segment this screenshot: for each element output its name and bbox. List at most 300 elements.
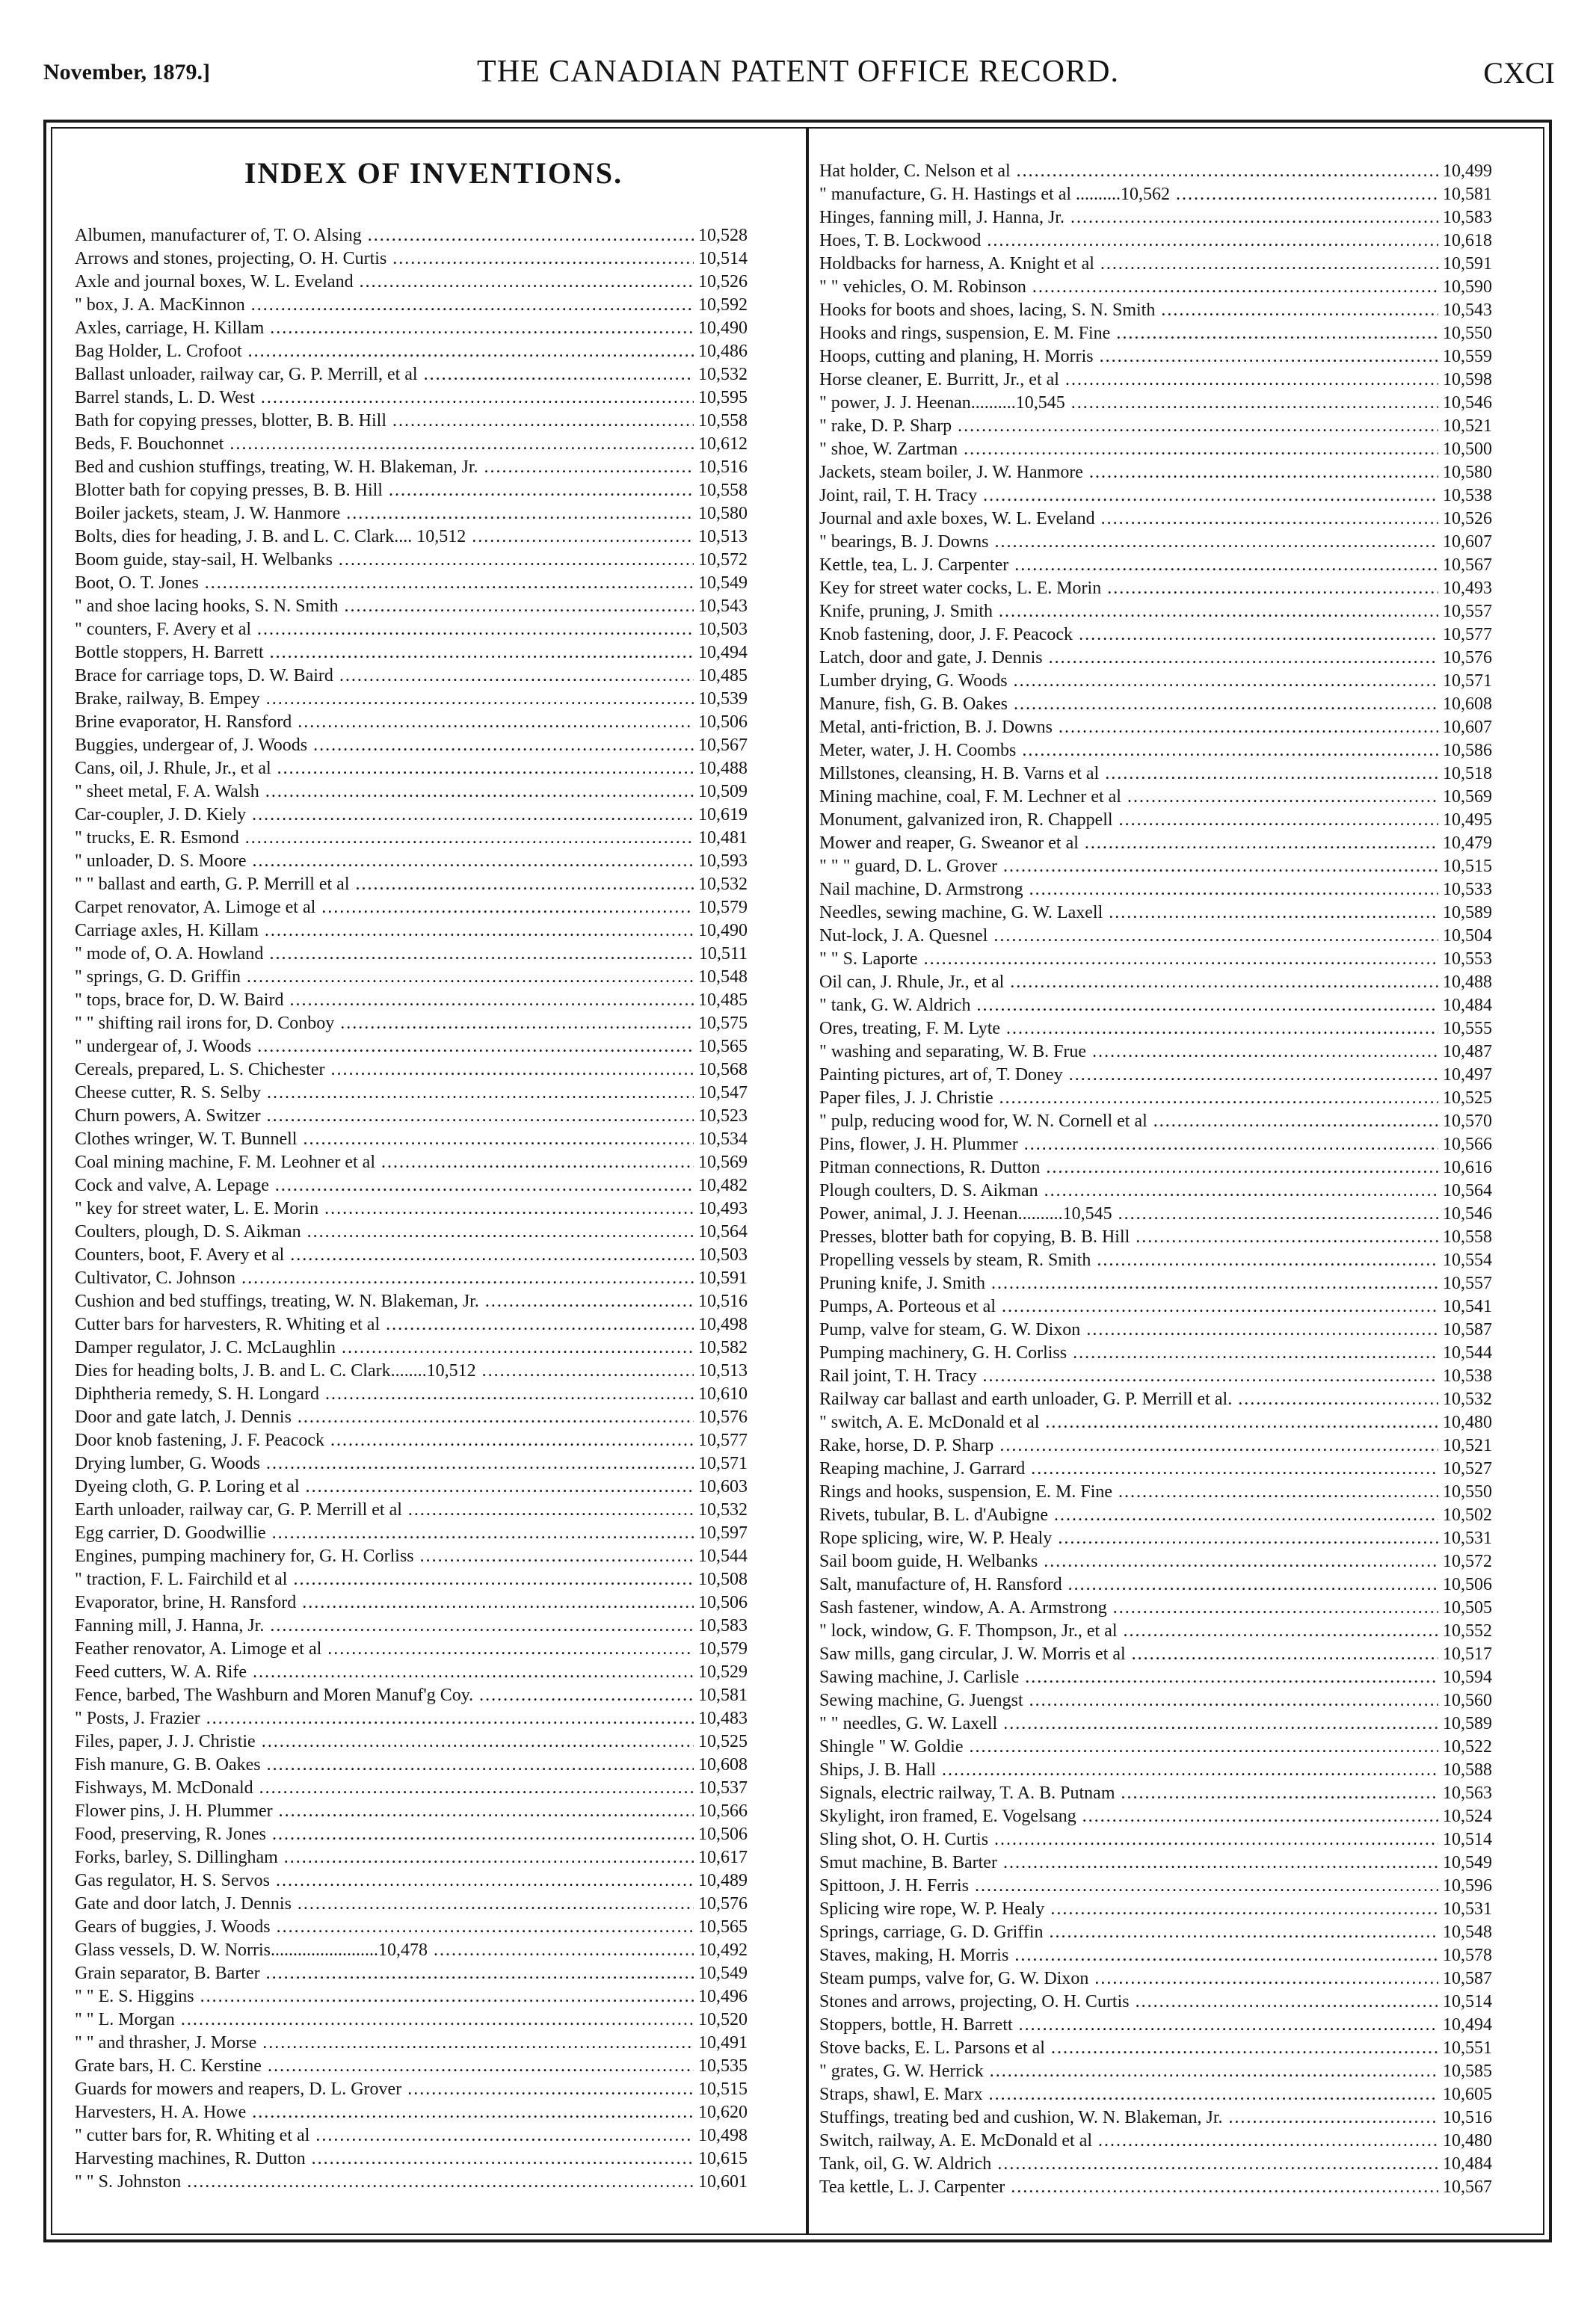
index-entry xyxy=(75,456,748,479)
patent-number: 10,589 xyxy=(1438,1712,1492,1736)
index-entry xyxy=(75,1777,748,1800)
entry-text: " washing and separating, W. B. Frue ..... xyxy=(819,1040,1492,1064)
patent-number: 10,526 xyxy=(1438,508,1492,531)
patent-number: 10,491 xyxy=(694,2032,748,2055)
entry-text: Salt, manufacture of, H. Ransford ..... xyxy=(819,1573,1492,1597)
index-title: INDEX OF INVENTIONS. xyxy=(244,156,623,190)
index-entry xyxy=(75,1615,748,1638)
patent-number: 10,528 xyxy=(694,224,748,247)
patent-number: 10,610 xyxy=(694,1383,748,1406)
index-entry xyxy=(75,410,748,433)
index-entry xyxy=(75,2055,748,2078)
entry-text: " counters, F. Avery et al ..... xyxy=(75,618,748,641)
entry-text: " " needles, G. W. Laxell ..... xyxy=(819,1712,1492,1736)
patent-number: 10,487 xyxy=(1438,1040,1492,1064)
entry-text: Smut machine, B. Barter ..... xyxy=(819,1852,1492,1875)
entry-text: Counters, boot, F. Avery et al ..... xyxy=(75,1244,748,1267)
entry-text: Ores, treating, F. M. Lyte ..... xyxy=(819,1017,1492,1040)
entry-text: Pumping machinery, G. H. Corliss ..... xyxy=(819,1342,1492,1365)
patent-number: 10,548 xyxy=(1438,1921,1492,1944)
patent-number: 10,516 xyxy=(694,1290,748,1313)
index-entry xyxy=(819,1527,1492,1550)
entry-text: Bolts, dies for heading, J. B. and L. C. Clark.... 10,512 ..... xyxy=(75,525,748,549)
index-entry xyxy=(819,1272,1492,1295)
patent-number: 10,563 xyxy=(1438,1782,1492,1805)
index-entry xyxy=(819,832,1492,855)
entry-text: Jackets, steam boiler, J. W. Hanmore ..... xyxy=(819,461,1492,484)
entry-text: " " " guard, D. L. Grover ..... xyxy=(819,855,1492,878)
entry-text: Axle and journal boxes, W. L. Eveland ..... xyxy=(75,271,748,294)
patent-number: 10,526 xyxy=(694,271,748,294)
entry-text: " tank, G. W. Aldrich ..... xyxy=(819,994,1492,1017)
entry-text: Grate bars, H. C. Kerstine ..... xyxy=(75,2055,748,2078)
patent-number: 10,583 xyxy=(1438,206,1492,229)
index-entry xyxy=(75,711,748,734)
index-entry xyxy=(819,160,1492,183)
patent-number: 10,514 xyxy=(1438,1991,1492,2014)
entry-text: " Posts, J. Frazier ..... xyxy=(75,1707,748,1730)
entry-text: Food, preserving, R. Jones ..... xyxy=(75,1823,748,1846)
entry-text: Brake, railway, B. Empey ..... xyxy=(75,688,748,711)
patent-number: 10,488 xyxy=(694,757,748,780)
patent-number: 10,509 xyxy=(694,780,748,804)
entry-text: Beds, F. Bouchonnet ..... xyxy=(75,433,748,456)
index-entry xyxy=(819,1666,1492,1689)
index-entry xyxy=(75,2148,748,2171)
index-entry xyxy=(819,1643,1492,1666)
header-title: THE CANADIAN PATENT OFFICE RECORD. xyxy=(477,55,1119,89)
index-entry xyxy=(75,317,748,340)
patent-number: 10,541 xyxy=(1438,1295,1492,1319)
patent-number: 10,619 xyxy=(694,804,748,827)
entry-text: " " ballast and earth, G. P. Merrill et al ..... xyxy=(75,873,748,896)
entry-text: Hoops, cutting and planing, H. Morris ..... xyxy=(819,345,1492,369)
patent-number: 10,543 xyxy=(1438,299,1492,322)
index-entry xyxy=(819,1805,1492,1828)
patent-number: 10,592 xyxy=(694,294,748,317)
patent-number: 10,591 xyxy=(694,1267,748,1290)
patent-number: 10,607 xyxy=(1438,531,1492,554)
entry-text: Fence, barbed, The Washburn and Moren Manuf'g Coy. ..... xyxy=(75,1684,748,1707)
patent-number: 10,558 xyxy=(694,479,748,502)
patent-number: 10,548 xyxy=(694,966,748,989)
index-entry xyxy=(75,1360,748,1383)
index-entry xyxy=(75,271,748,294)
patent-number: 10,585 xyxy=(1438,2060,1492,2083)
patent-number: 10,521 xyxy=(1438,1434,1492,1458)
index-entry xyxy=(819,1852,1492,1875)
index-entry xyxy=(75,1591,748,1615)
entry-text: Pins, flower, J. H. Plummer ..... xyxy=(819,1133,1492,1156)
entry-text: Ships, J. B. Hall ..... xyxy=(819,1759,1492,1782)
entry-text: Cutter bars for harvesters, R. Whiting et al ..... xyxy=(75,1313,748,1336)
entry-text: Shingle " W. Goldie ..... xyxy=(819,1736,1492,1759)
entry-text: Albumen, manufacturer of, T. O. Alsing ..... xyxy=(75,224,748,247)
entry-text: Brine evaporator, H. Ransford ..... xyxy=(75,711,748,734)
patent-number: 10,513 xyxy=(694,525,748,549)
patent-number: 10,490 xyxy=(694,317,748,340)
entry-text: Sash fastener, window, A. A. Armstrong ..... xyxy=(819,1597,1492,1620)
patent-number: 10,520 xyxy=(694,2008,748,2032)
index-entry xyxy=(75,1545,748,1568)
patent-number: 10,537 xyxy=(694,1777,748,1800)
entry-text: Nut-lock, J. A. Quesnel ..... xyxy=(819,925,1492,948)
patent-number: 10,496 xyxy=(694,1985,748,2008)
entry-text: Sewing machine, G. Juengst ..... xyxy=(819,1689,1492,1712)
index-entry xyxy=(819,438,1492,461)
index-entry xyxy=(819,878,1492,901)
entry-text: Carriage axles, H. Killam ..... xyxy=(75,919,748,943)
entry-text: " " vehicles, O. M. Robinson ..... xyxy=(819,276,1492,299)
entry-text: Cushion and bed stuffings, treating, W. N. Blakeman, Jr. ..... xyxy=(75,1290,748,1313)
patent-number: 10,572 xyxy=(694,549,748,572)
index-entry xyxy=(75,896,748,919)
entry-text: " and shoe lacing hooks, S. N. Smith ..... xyxy=(75,595,748,618)
index-entry xyxy=(75,2124,748,2148)
patent-number: 10,497 xyxy=(1438,1064,1492,1087)
index-entry xyxy=(819,1365,1492,1388)
entry-text: " unloader, D. S. Moore ..... xyxy=(75,850,748,873)
patent-number: 10,539 xyxy=(694,688,748,711)
entry-text: Nail machine, D. Armstrong ..... xyxy=(819,878,1492,901)
patent-number: 10,558 xyxy=(1438,1226,1492,1249)
entry-text: " key for street water, L. E. Morin ..... xyxy=(75,1197,748,1221)
patent-number: 10,608 xyxy=(1438,693,1492,716)
patent-number: 10,544 xyxy=(1438,1342,1492,1365)
entry-text: Sawing machine, J. Carlisle ..... xyxy=(819,1666,1492,1689)
index-entry xyxy=(75,1058,748,1082)
index-entry xyxy=(75,618,748,641)
entry-text: Reaping machine, J. Garrard ..... xyxy=(819,1458,1492,1481)
index-entry xyxy=(75,1800,748,1823)
entry-text: Fanning mill, J. Hanna, Jr. ..... xyxy=(75,1615,748,1638)
index-entry xyxy=(75,1869,748,1893)
entry-text: Damper regulator, J. C. McLaughlin ..... xyxy=(75,1336,748,1360)
index-entry xyxy=(75,1985,748,2008)
patent-number: 10,560 xyxy=(1438,1689,1492,1712)
entry-text: Mining machine, coal, F. M. Lechner et al ..... xyxy=(819,786,1492,809)
patent-number: 10,579 xyxy=(694,1638,748,1661)
left-column-entries xyxy=(75,224,748,2194)
index-entry xyxy=(819,276,1492,299)
patent-number: 10,558 xyxy=(694,410,748,433)
patent-number: 10,601 xyxy=(694,2171,748,2194)
patent-number: 10,514 xyxy=(694,247,748,271)
patent-number: 10,525 xyxy=(1438,1087,1492,1110)
entry-text: Hoes, T. B. Lockwood ..... xyxy=(819,229,1492,253)
entry-text: " " and thrasher, J. Morse ..... xyxy=(75,2032,748,2055)
patent-number: 10,493 xyxy=(1438,577,1492,600)
index-entry xyxy=(819,1295,1492,1319)
entry-text: " " L. Morgan ..... xyxy=(75,2008,748,2032)
entry-text: Cultivator, C. Johnson ..... xyxy=(75,1267,748,1290)
index-entry xyxy=(819,299,1492,322)
entry-text: Springs, carriage, G. D. Griffin ..... xyxy=(819,1921,1492,1944)
entry-text: Dies for heading bolts, J. B. and L. C. Clark........10,512 ..... xyxy=(75,1360,748,1383)
patent-number: 10,508 xyxy=(694,1568,748,1591)
entry-text: Bath for copying presses, blotter, B. B. Hill ..... xyxy=(75,410,748,433)
entry-text: Holdbacks for harness, A. Knight et al ..... xyxy=(819,253,1492,276)
patent-number: 10,582 xyxy=(694,1336,748,1360)
entry-text: Earth unloader, railway car, G. P. Merrill et al ..... xyxy=(75,1499,748,1522)
entry-text: " tops, brace for, D. W. Baird ..... xyxy=(75,989,748,1012)
index-entry xyxy=(819,1017,1492,1040)
patent-number: 10,566 xyxy=(694,1800,748,1823)
entry-text: Cereals, prepared, L. S. Chichester ..... xyxy=(75,1058,748,1082)
patent-number: 10,571 xyxy=(1438,670,1492,693)
patent-number: 10,532 xyxy=(1438,1388,1492,1411)
entry-text: Drying lumber, G. Woods ..... xyxy=(75,1452,748,1476)
index-entry xyxy=(75,1244,748,1267)
index-entry xyxy=(75,757,748,780)
patent-number: 10,523 xyxy=(694,1105,748,1128)
index-entry xyxy=(75,1035,748,1058)
entry-text: " switch, A. E. McDonald et al ..... xyxy=(819,1411,1492,1434)
entry-text: Paper files, J. J. Christie ..... xyxy=(819,1087,1492,1110)
entry-text: Mower and reaper, G. Sweanor et al ..... xyxy=(819,832,1492,855)
entry-text: Signals, electric railway, T. A. B. Putnam ..... xyxy=(819,1782,1492,1805)
patent-number: 10,544 xyxy=(694,1545,748,1568)
patent-number: 10,567 xyxy=(1438,554,1492,577)
patent-number: 10,595 xyxy=(694,386,748,410)
index-entry xyxy=(75,1452,748,1476)
entry-text: " springs, G. D. Griffin ..... xyxy=(75,966,748,989)
index-entry xyxy=(75,966,748,989)
patent-number: 10,565 xyxy=(694,1035,748,1058)
patent-number: 10,576 xyxy=(694,1406,748,1429)
index-entry xyxy=(819,1388,1492,1411)
index-entry xyxy=(75,1290,748,1313)
entry-text: Brace for carriage tops, D. W. Baird ..... xyxy=(75,665,748,688)
index-entry xyxy=(819,1689,1492,1712)
patent-number: 10,603 xyxy=(694,1476,748,1499)
patent-number: 10,583 xyxy=(694,1615,748,1638)
index-entry xyxy=(75,688,748,711)
entry-text: Harvesting machines, R. Dutton ..... xyxy=(75,2148,748,2171)
patent-number: 10,479 xyxy=(1438,832,1492,855)
patent-number: 10,575 xyxy=(694,1012,748,1035)
patent-number: 10,607 xyxy=(1438,716,1492,739)
patent-number: 10,577 xyxy=(694,1429,748,1452)
index-entry xyxy=(819,1504,1492,1527)
patent-number: 10,576 xyxy=(1438,647,1492,670)
patent-number: 10,616 xyxy=(1438,1156,1492,1180)
index-entry xyxy=(75,1916,748,1939)
entry-text: Pitman connections, R. Dutton ..... xyxy=(819,1156,1492,1180)
entry-text: Sail boom guide, H. Welbanks ..... xyxy=(819,1550,1492,1573)
index-entry xyxy=(819,508,1492,531)
index-entry xyxy=(819,1087,1492,1110)
entry-text: Steam pumps, valve for, G. W. Dixon ..... xyxy=(819,1967,1492,1991)
index-entry xyxy=(819,1921,1492,1944)
patent-number: 10,564 xyxy=(694,1221,748,1244)
index-entry xyxy=(75,919,748,943)
index-entry xyxy=(75,1522,748,1545)
entry-text: Rake, horse, D. P. Sharp ..... xyxy=(819,1434,1492,1458)
index-entry xyxy=(819,554,1492,577)
patent-number: 10,605 xyxy=(1438,2083,1492,2106)
entry-text: Stove backs, E. L. Parsons et al ..... xyxy=(819,2037,1492,2060)
entry-text: Saw mills, gang circular, J. W. Morris et al ..... xyxy=(819,1643,1492,1666)
entry-text: Clothes wringer, W. T. Bunnell ..... xyxy=(75,1128,748,1151)
column-divider xyxy=(806,129,809,2233)
entry-text: Engines, pumping machinery for, G. H. Corliss ..... xyxy=(75,1545,748,1568)
entry-text: Blotter bath for copying presses, B. B. Hill ..... xyxy=(75,479,748,502)
entry-text: Flower pins, J. H. Plummer ..... xyxy=(75,1800,748,1823)
index-entry xyxy=(75,340,748,363)
index-entry xyxy=(75,502,748,525)
patent-number: 10,484 xyxy=(1438,2153,1492,2176)
patent-number: 10,587 xyxy=(1438,1967,1492,1991)
index-entry xyxy=(819,1875,1492,1898)
index-entry xyxy=(819,1782,1492,1805)
patent-number: 10,534 xyxy=(694,1128,748,1151)
index-entry xyxy=(819,739,1492,762)
index-entry xyxy=(75,943,748,966)
patent-number: 10,504 xyxy=(1438,925,1492,948)
entry-text: Needles, sewing machine, G. W. Laxell ..... xyxy=(819,901,1492,925)
entry-text: Bed and cushion stuffings, treating, W. H. Blakeman, Jr. ..... xyxy=(75,456,748,479)
entry-text: Pruning knife, J. Smith ..... xyxy=(819,1272,1492,1295)
index-entry xyxy=(75,1128,748,1151)
entry-text: Switch, railway, A. E. McDonald et al ..... xyxy=(819,2130,1492,2153)
index-entry xyxy=(75,1939,748,1962)
index-entry xyxy=(819,2153,1492,2176)
entry-text: Door knob fastening, J. F. Peacock ..... xyxy=(75,1429,748,1452)
index-entry xyxy=(75,1962,748,1985)
index-entry xyxy=(75,1499,748,1522)
patent-number: 10,522 xyxy=(1438,1736,1492,1759)
patent-number: 10,547 xyxy=(694,1082,748,1105)
entry-text: " power, J. J. Heenan..........10,545 ..... xyxy=(819,392,1492,415)
patent-number: 10,576 xyxy=(694,1893,748,1916)
index-entry xyxy=(75,1568,748,1591)
patent-number: 10,608 xyxy=(694,1754,748,1777)
patent-number: 10,503 xyxy=(694,1244,748,1267)
index-entry xyxy=(819,716,1492,739)
entry-text: Metal, anti-friction, B. J. Downs ..... xyxy=(819,716,1492,739)
index-entry xyxy=(75,479,748,502)
patent-number: 10,492 xyxy=(694,1939,748,1962)
patent-number: 10,500 xyxy=(1438,438,1492,461)
patent-number: 10,484 xyxy=(1438,994,1492,1017)
index-entry xyxy=(819,693,1492,716)
patent-number: 10,525 xyxy=(694,1730,748,1754)
index-entry xyxy=(819,1133,1492,1156)
index-entry xyxy=(75,2008,748,2032)
entry-text: Knife, pruning, J. Smith ..... xyxy=(819,600,1492,623)
entry-text: Stuffings, treating bed and cushion, W. N. Blakeman, Jr. ..... xyxy=(819,2106,1492,2130)
entry-text: Harvesters, H. A. Howe ..... xyxy=(75,2101,748,2124)
index-entry xyxy=(75,386,748,410)
index-entry xyxy=(819,2060,1492,2083)
patent-number: 10,612 xyxy=(694,433,748,456)
patent-number: 10,553 xyxy=(1438,948,1492,971)
index-entry xyxy=(819,1203,1492,1226)
entry-text: Cock and valve, A. Lepage ..... xyxy=(75,1174,748,1197)
patent-number: 10,494 xyxy=(1438,2014,1492,2037)
entry-text: " traction, F. L. Fairchild et al ..... xyxy=(75,1568,748,1591)
index-entry xyxy=(819,484,1492,508)
header-date: November, 1879.] xyxy=(43,60,211,84)
entry-text: Splicing wire rope, W. P. Healy ..... xyxy=(819,1898,1492,1921)
patent-number: 10,489 xyxy=(694,1869,748,1893)
patent-number: 10,580 xyxy=(694,502,748,525)
patent-number: 10,549 xyxy=(1438,1852,1492,1875)
patent-number: 10,529 xyxy=(694,1661,748,1684)
right-column-entries xyxy=(819,160,1492,2199)
entry-text: Ballast unloader, railway car, G. P. Merrill, et al ..... xyxy=(75,363,748,386)
index-entry xyxy=(819,1434,1492,1458)
index-entry xyxy=(819,786,1492,809)
index-entry xyxy=(75,1754,748,1777)
entry-text: Pump, valve for steam, G. W. Dixon ..... xyxy=(819,1319,1492,1342)
index-entry xyxy=(75,2171,748,2194)
entry-text: Rivets, tubular, B. L. d'Aubigne ..... xyxy=(819,1504,1492,1527)
index-entry xyxy=(75,1197,748,1221)
index-entry xyxy=(75,2101,748,2124)
patent-number: 10,567 xyxy=(694,734,748,757)
entry-text: Boot, O. T. Jones ..... xyxy=(75,572,748,595)
entry-text: Cans, oil, J. Rhule, Jr., et al ..... xyxy=(75,757,748,780)
entry-text: Rope splicing, wire, W. P. Healy ..... xyxy=(819,1527,1492,1550)
patent-number: 10,571 xyxy=(694,1452,748,1476)
index-entry xyxy=(819,2037,1492,2060)
index-entry xyxy=(75,780,748,804)
patent-number: 10,543 xyxy=(694,595,748,618)
page-header xyxy=(0,54,1596,99)
index-entry xyxy=(819,1759,1492,1782)
patent-number: 10,554 xyxy=(1438,1249,1492,1272)
index-entry xyxy=(75,1476,748,1499)
entry-text: Hooks for boots and shoes, lacing, S. N. Smith ..... xyxy=(819,299,1492,322)
entry-text: Journal and axle boxes, W. L. Eveland ..... xyxy=(819,508,1492,531)
patent-number: 10,590 xyxy=(1438,276,1492,299)
entry-text: Lumber drying, G. Woods ..... xyxy=(819,670,1492,693)
entry-text: Axles, carriage, H. Killam ..... xyxy=(75,317,748,340)
index-entry xyxy=(819,2083,1492,2106)
patent-number: 10,567 xyxy=(1438,2176,1492,2199)
entry-text: Stones and arrows, projecting, O. H. Curtis ..... xyxy=(819,1991,1492,2014)
patent-number: 10,598 xyxy=(1438,369,1492,392)
patent-number: 10,538 xyxy=(1438,484,1492,508)
index-entry xyxy=(819,647,1492,670)
patent-number: 10,570 xyxy=(1438,1110,1492,1133)
entry-text: Feed cutters, W. A. Rife ..... xyxy=(75,1661,748,1684)
entry-text: Manure, fish, G. B. Oakes ..... xyxy=(819,693,1492,716)
index-entry xyxy=(75,247,748,271)
entry-text: Carpet renovator, A. Limoge et al ..... xyxy=(75,896,748,919)
patent-number: 10,617 xyxy=(694,1846,748,1869)
patent-number: 10,511 xyxy=(694,943,748,966)
patent-number: 10,506 xyxy=(694,1823,748,1846)
index-entry xyxy=(819,1319,1492,1342)
index-entry xyxy=(819,994,1492,1017)
patent-number: 10,581 xyxy=(694,1684,748,1707)
index-entry xyxy=(75,1105,748,1128)
entry-text: Joint, rail, T. H. Tracy ..... xyxy=(819,484,1492,508)
index-entry xyxy=(819,2176,1492,2199)
entry-text: Gas regulator, H. S. Servos ..... xyxy=(75,1869,748,1893)
entry-text: Bottle stoppers, H. Barrett ..... xyxy=(75,641,748,665)
entry-text: Sling shot, O. H. Curtis ..... xyxy=(819,1828,1492,1852)
patent-number: 10,552 xyxy=(1438,1620,1492,1643)
entry-text: Skylight, iron framed, E. Vogelsang ..... xyxy=(819,1805,1492,1828)
index-entry xyxy=(75,1846,748,1869)
index-entry xyxy=(819,1040,1492,1064)
patent-number: 10,557 xyxy=(1438,1272,1492,1295)
entry-text: " " E. S. Higgins ..... xyxy=(75,1985,748,2008)
